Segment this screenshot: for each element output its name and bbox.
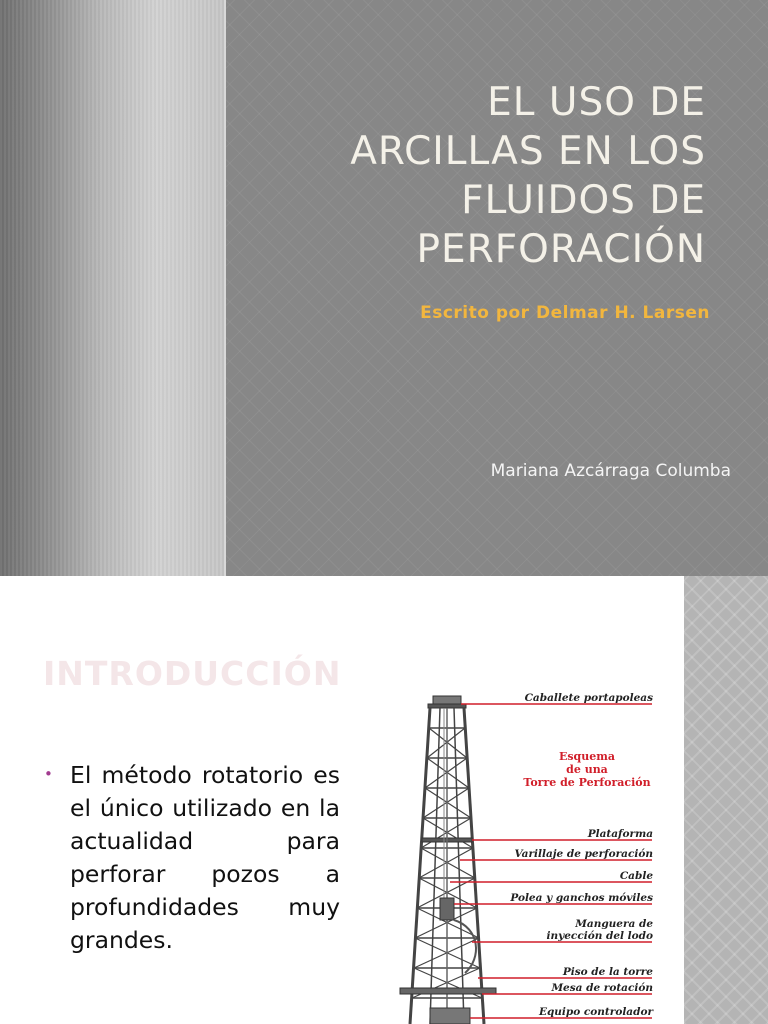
author-name: Mariana Azcárraga Columba bbox=[490, 461, 731, 481]
figure-label: Equipo controlador bbox=[538, 1006, 653, 1018]
figure-label: Cable bbox=[619, 870, 653, 882]
title-line: ARCILLAS EN LOS bbox=[350, 129, 706, 174]
figure-label: Piso de la torre bbox=[562, 966, 653, 978]
figure-label: Plataforma bbox=[587, 828, 653, 840]
figure-label: Manguera de bbox=[575, 918, 653, 930]
figure-label: Polea y ganchos móviles bbox=[510, 892, 653, 904]
title-line: FLUIDOS DE bbox=[461, 178, 706, 223]
figure-caption-line: de una bbox=[566, 763, 608, 776]
figure-label: Caballete portapoleas bbox=[524, 692, 653, 704]
figure-label: inyección del lodo bbox=[546, 930, 653, 942]
bullet-icon: • bbox=[44, 765, 53, 783]
figure-label: Mesa de rotación bbox=[551, 982, 653, 994]
intro-slide bbox=[0, 576, 768, 1024]
title-line: EL USO DE bbox=[487, 80, 706, 125]
figure-caption-line: Torre de Perforación bbox=[523, 776, 651, 789]
bullet-list bbox=[44, 759, 340, 957]
figure-label: Varillaje de perforación bbox=[514, 848, 653, 860]
bullet-item bbox=[44, 759, 340, 957]
right-pattern-band bbox=[684, 576, 768, 1024]
drilling-tower-diagram bbox=[370, 688, 670, 1024]
section-heading: INTRODUCCIÓN bbox=[43, 654, 342, 693]
subtitle-byline: Escrito por Delmar H. Larsen bbox=[420, 303, 710, 323]
slide-title bbox=[226, 78, 706, 274]
bullet-text: El método rotatorio es el único utilizado en la actualidad para perforar pozos a profundidades muy grandes. bbox=[70, 761, 340, 954]
title-line: PERFORACIÓN bbox=[416, 227, 706, 272]
left-gradient-band bbox=[0, 0, 224, 576]
figure-caption-line: Esquema bbox=[558, 750, 616, 763]
